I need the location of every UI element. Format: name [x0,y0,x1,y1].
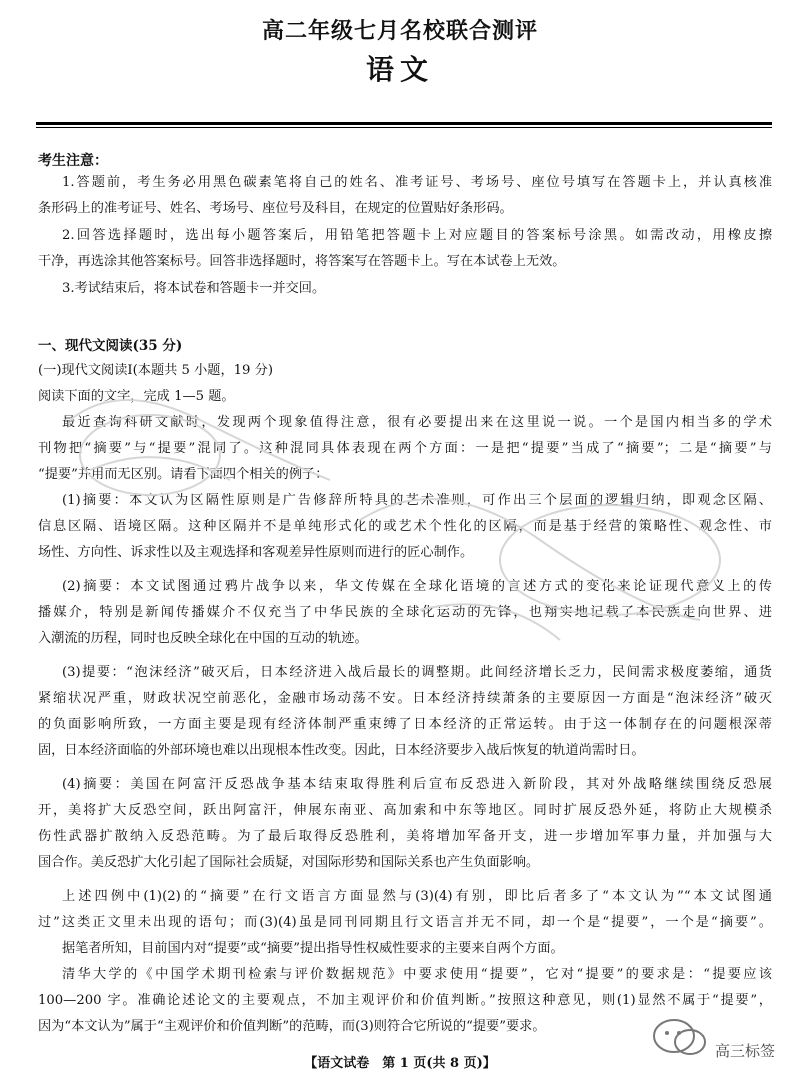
passage-line: “提要”并用而无区别。请看下面四个相关的例子： [38,467,329,482]
passage-line: 紧缩状况严重，财政状况空前恶化，金融市场动荡不安。日本经济持续萧条的主要原因一方面是“泡沫经济”破灭 [38,691,772,706]
notice-line: 条形码上的准考证号、姓名、考场号、座位号及科目，在规定的位置贴好条形码。 [38,201,513,216]
passage-line: 的负面影响所致，一方面主要是现有经济体制严重束缚了日本经济的正常运转。由于这一体制存在的问题根深蒂 [38,717,772,732]
passage-line: 伤性武器扩散纳入反恐范畴。为了最后取得反恐胜利，美将增加军备开支，进一步增加军事力量，并加强与大 [38,829,772,844]
reading-instruction: 阅读下面的文字，完成 1—5 题。 [38,389,235,404]
section-heading: 一、现代文阅读(35 分) [38,338,183,354]
header-rule-thick [36,122,772,125]
passage-line: 入潮流的历程，同时也反映全球化在中国的互动的轨迹。 [38,631,368,646]
passage-line: 固，日本经济面临的外部环境也难以出现根本性改变。因此，日本经济要步入战后恢复的轨道尚需时日。 [38,743,645,758]
notice-line: 2.回答选择题时，选出每小题答案后，用铅笔把答题卡上对应题目的答案标号涂黑。如需改动，用橡皮擦 [62,228,772,243]
notice-line: 1.答题前，考生务必用黑色碳素笔将自己的姓名、准考证号、考场号、座位号填写在答题卡上，并认真核准 [62,175,772,190]
passage-line: 场性、方向性、诉求性以及主观选择和客观差异性原则而进行的匠心制作。 [38,545,474,560]
page-footer: 【语文试卷 第 1 页(共 8 页)】 [304,1056,496,1071]
passage-line: 过”这类正文里未出现的语句；而(3)(4)虽是同刊同期且行文语言并无不同，却一个是“提要”，一个是“摘要”。 [38,915,772,930]
passage-line: 因为“本文认为”属于“主观评价和价值判断”的范畴，而(3)则符合它所说的“提要”要求。 [38,1019,546,1034]
passage-line: 最近查询科研文献时，发现两个现象值得注意，很有必要提出来在这里说一说。一个是国内相当多的学术 [62,415,772,430]
notice-heading: 考生注意： [38,153,108,169]
watermark-text: 高三标签 [715,1042,776,1060]
passage-line: (1)摘要：本文认为区隔性原则是广告修辞所特具的艺术准则，可作出三个层面的逻辑归纳，即观念区隔、 [62,493,772,508]
passage-line: 清华大学的《中国学术期刊检索与评价数据规范》中要求使用“提要”，它对“提要”的要求是：“提要应该 [62,967,772,982]
passage-line: 据笔者所知，目前国内对“提要”或“摘要”提出指导性权威性要求的主要来自两个方面。 [62,941,564,956]
notice-line: 3.考试结束后，将本试卷和答题卡一并交回。 [62,281,326,296]
subject-title: 语文 [365,53,434,86]
passage-line: 国合作。美反恐扩大化引起了国际社会质疑，对国际形势和国际关系也产生负面影响。 [38,855,540,870]
passage-line: 上述四例中(1)(2)的“摘要”在行文语言方面显然与(3)(4)有别，即比后者多了“本文认为”“本文试图通 [62,889,772,904]
passage-line: (3)提要：“泡沫经济”破灭后，日本经济进入战后最长的调整期。此间经济增长乏力，民间需求极度萎缩，通货 [62,665,772,680]
passage-line: 播媒介，特别是新闻传播媒介不仅充当了中华民族的全球化运动的先锋，也翔实地记载了本民族走向世界、进 [38,605,772,620]
passage-line: 信息区隔、语境区隔。这种区隔并不是单纯形式化的或艺术个性化的区隔，而是基于经营的策略性、观念性、市 [38,519,772,534]
subsection-heading: (一)现代文阅读Ⅰ(本题共 5 小题，19 分) [38,363,273,378]
passage-line: 开，美将扩大反恐空间，跃出阿富汗，伸展东南亚、高加索和中东等地区。同时扩展反恐外延，将防止大规模杀 [38,803,772,818]
exam-title: 高二年级七月名校联合测评 [261,18,538,44]
passage-line: (2)摘要：本文试图通过鸦片战争以来，华文传媒在全球化语境的言述方式的变化来论证现代意义上的传 [62,579,772,594]
header-rule-thin [36,127,772,128]
passage-line: (4)摘要：美国在阿富汗反恐战争基本结束取得胜利后宣布反恐进入新阶段，其对外战略继续围绕反恐展 [62,777,772,792]
passage-line: 刊物把“摘要”与“提要”混同了。这种混同具体表现在两个方面：一是把“提要”当成了“摘要”；二是“摘要”与 [38,441,772,456]
notice-line: 干净，再选涂其他答案标号。回答非选择题时，将答案写在答题卡上。写在本试卷上无效。 [38,254,566,269]
passage-line: 100—200 字。准确论述论文的主要观点，不加主观评价和价值判断。”按照这种意见，则(1)显然不属于“提要”， [38,993,772,1008]
